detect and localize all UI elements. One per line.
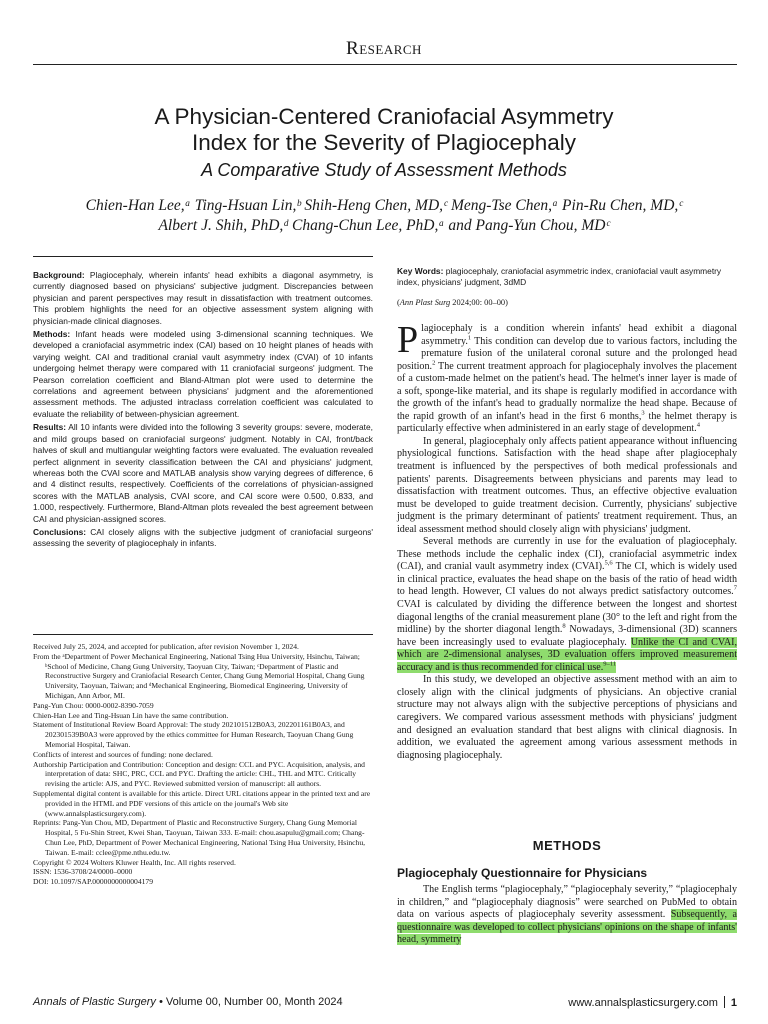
ref-sup: 1: [467, 334, 472, 342]
footnote-issn: ISSN: 1536-3708/24/0000–0000: [33, 867, 133, 877]
footer-website: www.annalsplasticsurgery.com: [568, 997, 718, 1009]
intro-p1-text-a: lagiocephaly is a condition wherein infants' head exhibit a diagonal asymmetry.: [421, 323, 737, 347]
ref-sup: 5,6: [604, 560, 613, 568]
abstract-conclusions-label: Conclusions:: [33, 526, 87, 537]
citation-details: 2024;00: 00–00): [450, 298, 508, 307]
methods-paragraph-1: [397, 884, 737, 947]
header-rule: [33, 64, 737, 65]
intro-p3-text-d: Nowadays, 3-dimensional (3D) scanners have been increasingly used to evaluate plagiocephaly.: [397, 624, 737, 648]
intro-p1-text-c: The current treatment approach for plagiocephaly involves the placement of a custom-made helmet on the patient's head. The helmet's inner layer is made of a soft, sponge-like material, and its shape is regularly modified in accordance with the growth of the infant's head to gradually normalize the head shape. Because of the rapid growth of an infant's head in the first 6 months,: [397, 360, 737, 422]
abstract-methods: [33, 329, 373, 420]
footnote-rule: [33, 634, 373, 635]
drop-cap: P: [397, 319, 419, 361]
abstract-background: [33, 270, 373, 327]
intro-paragraph-3: [397, 536, 737, 674]
footer-journal-info: [33, 996, 343, 1008]
abstract-results: [33, 422, 373, 525]
authors-line-2: Albert J. Shih, PhD,ᵈ Chang-Chun Lee, PhD,ᵃ and Pang-Yun Chou, MDᶜ: [158, 217, 610, 234]
abstract-methods-label: Methods:: [33, 329, 71, 340]
abstract-background-label: Background:: [33, 270, 85, 280]
footer-journal: Annals of Plastic Surgery: [33, 996, 156, 1008]
citation: (Ann Plast Surg 2024;00: 00–00): [397, 298, 508, 307]
abstract: [33, 270, 373, 552]
intro-paragraph-2: In general, plagiocephaly only affects patient appearance without influencing physiological functions. Satisfaction with the head shape after plagiocephaly treatment is influenced by the perspectives of both medical professionals and patients' parents. Disagreements between physicians and parents may lead to dissatisfaction with treatment outcomes. Thus, an effective objective evaluation must be developed to guide treatment decision. Currently, physicians' subjective judgment is the primary determinant of patients' treatment requirement. Thus, an ideal assessment method should closely align with physicians' judgment.: [397, 435, 737, 535]
intro-paragraph-4: In this study, we developed an objective assessment method with an aim to closely align with the clinical judgments of physicians. An objective cranial structure may not always align with the subjective perceptions of physicians and caregivers. We compared various assessment methods with physicians' judgment and designed an evaluation standard that best aligns with clinical diagnosis. In addition, we evaluated the agreement among various assessment methods in diagnosing plagiocephaly.: [397, 674, 737, 761]
methods-subheading: Plagiocephaly Questionnaire for Physicians: [397, 866, 648, 880]
keywords-label: Key Words:: [397, 266, 444, 276]
ref-sup: 2: [432, 359, 436, 367]
footnote-reprints: Reprints: Pang-Yun Chou, MD, Department of Plastic and Reconstructive Surgery, Chang Gung Memorial Hospital, 5 Fu-Shin Street, Kwei Shan, Taoyuan, Taiwan 333. E-mail: chou.asapulu@gmail.com; Chang-Chun Lee, PhD, Department of Power Mechanical Engineering, National Tsing Hua University, Hsinchu, Taiwan. E-mail: cclee@pme.nthu.edu.tw.: [33, 818, 366, 857]
intro-p3-text-c: CVAI is calculated by dividing the difference between the longest and shortest diagonal lengths of the cranial measurement plane (30° to the left and right from the midline) by the shorter diagonal length.: [397, 599, 737, 636]
page-number: 1: [730, 997, 737, 1009]
abstract-methods-text: Infant heads were modeled using 3-dimensional scanning techniques. We developed a craniofacial asymmetric index (CAI) based on 10 height planes of heads with varying weight. CAI and traditional cranial vault asymmetry index (CVAI) of 10 infants undergoing helmet therapy were compared with 11 craniofacial surgeons' judgment. The Pearson correlation coefficient and Bland-Altman plot were used to determine the correlations and agreement between physicians' judgment and the aforementioned assessment methods. The adjusted intraclass correlation coefficient was calculated to evaluate the reliability of between-physician agreement.: [33, 329, 373, 419]
methods-text: [397, 884, 737, 947]
footer-issue: Volume 00, Number 00, Month 2024: [165, 996, 343, 1008]
intro-p1-text-b: This condition can develop due to various factors, including the premature fusion of the unilateral coronal suture and the prolonged head position.: [397, 335, 737, 372]
section-label: Research: [346, 38, 422, 59]
footnote-irb: Statement of Institutional Review Board Approval: The study 202101512B0A3, 202201161B0A3, and 202301539B0A3 were approved by the ethics committee for Human Research, Taoyuan Chang Gung Memorial Hospital, Taiwan.: [33, 720, 354, 749]
article-subtitle: A Comparative Study of Assessment Methods: [201, 160, 567, 180]
abstract-results-label: Results:: [33, 422, 67, 433]
intro-p1-text-d: the helmet therapy is particularly effective when administered in an early stage of development.: [397, 410, 737, 435]
footnote-authorship: Authorship Participation and Contribution: Conception and design: CCL and PYC. Acquisition, analysis, and interpretation of data: SHC, PRC, CCL and PYC. Drafting the article: CHL, THL and MTC. Critically revising the article: AJS, and PYC. Reviewed submitted version of manuscript: all authors.: [33, 759, 365, 789]
footnote-received: Received July 25, 2024, and accepted for publication, after revision November 1, 2024.: [33, 642, 299, 651]
footnote-equal-contribution: Chien-Han Lee and Ting-Hsuan Lin have the same contribution.: [33, 710, 229, 720]
ref-sup: 3: [641, 409, 645, 417]
authors-line-1: Chien-Han Lee,ᵃ Ting-Hsuan Lin,ᵇ Shih-Heng Chen, MD,ᶜ Meng-Tse Chen,ᵃ Pin-Ru Chen, MD,ᶜ: [85, 197, 683, 214]
footer-right: [568, 996, 737, 1009]
title-line-1: A Physician-Centered Craniofacial Asymmetry: [154, 104, 614, 129]
abstract-results-text: All 10 infants were divided into the following 3 severity groups: severe, moderate, and mild groups based on craniofacial surgeons' judgment. Notably in CAI, front/back halves of skull and multiangular weighting factors were evaluated. The evaluation revealed perfect alignment in severity classification between the CAI and physicians' judgment, whereas both the CVAI score and MATLAB analysis show varying degrees of difference, 6 and 4 distinct results, respectively. Coefficients of the correlations of physician-assigned scores with the MATLAB analysis, CVAI score, and CAI score were 0.500, 0.833, and 1.000, respectively. Furthermore, Bland-Altman plots revealed the best agreement between CAI and physician-assigned scores.: [33, 422, 373, 524]
intro-paragraph-1: [397, 319, 737, 436]
highlighted-text: Subsequently, a questionnaire was developed to collect physicians' opinions on the shape of infants' head, symmetry: [397, 909, 737, 946]
footer-divider: [724, 996, 725, 1008]
methods-heading: METHODS: [532, 838, 602, 853]
ref-sup: 7: [733, 585, 737, 593]
footnote-conflicts: Conflicts of interest and sources of funding: none declared.: [33, 749, 213, 759]
footnote-copyright: Copyright © 2024 Wolters Kluwer Health, Inc. All rights reserved.: [33, 857, 236, 867]
author-list: [40, 196, 728, 236]
title-line-2: Index for the Severity of Plagiocephaly: [192, 130, 576, 155]
footnote-affiliations: From the ᵃDepartment of Power Mechanical Engineering, National Tsing Hua University, Hsinchu, Taiwan; ᵇSchool of Medicine, Chang Gung University, Taoyuan City, Taiwan; ᶜDepartment of Plastic and Reconstructive Surgery and Craniofacial Research Center, Chang Gung Memorial Hospital, Chang Gung University, Taoyuan, Taiwan; and ᵈMechanical Engineering, Biomedical Engineering, University of Michigan, Ann Arbor, MI.: [33, 651, 365, 700]
intro-p3-text-a: Several methods are currently in use for the evaluation of plagiocephaly. These methods include the cephalic index (CI), craniofacial asymmetric index (CAI), and cranial vault asymmetry index (CVAI).: [397, 536, 737, 573]
footnotes: [33, 642, 373, 887]
ref-sup: 4: [696, 422, 700, 430]
keywords: [397, 266, 737, 288]
abstract-top-rule: [33, 256, 373, 257]
intro-p3-text-b: The CI, which is widely used in clinical practice, evaluates the head shape on the basis of the ratio of head width to head length. However, CI values do not always predict satisfactory outcomes.: [397, 561, 737, 598]
introduction: [397, 319, 737, 762]
abstract-conclusions-text: CAI closely aligns with the subjective judgment of craniofacial surgeons' assessing the severity of plagiocephaly in infants.: [33, 526, 374, 549]
footer-bullet: •: [158, 996, 163, 1008]
keywords-text: plagiocephaly, craniofacial asymmetric index, craniofacial vault asymmetry index, physicians' judgment, 3dMD: [397, 266, 722, 287]
footnote-orcid: Pang-Yun Chou: 0000-0002-8390-7059: [33, 700, 154, 710]
intro-p3-highlight: Unlike the CI and CVAI, which are 2-dimensional analyses, 3D evaluation offers improved measurement accuracy and is thus recommended for clinical use.: [397, 636, 737, 673]
footnote-doi: DOI: 10.1097/SAP.0000000000004179: [33, 877, 154, 887]
footnote-supplemental: Supplemental digital content is available for this article. Direct URL citations appear in the printed text and are provided in the HTML and PDF versions of this article on the journal's Web site (www.annalsplasticsurgery.com).: [33, 788, 371, 818]
ref-sup: 9–11: [603, 660, 617, 668]
article-title: [70, 104, 698, 156]
ref-sup: 8: [562, 622, 566, 630]
methods-p1-text: The English terms “plagiocephaly,” “plagiocephaly severity,” “plagiocephaly in children,” and “plagiocephaly diagnosis” were searched on PubMed to obtain data on various aspects of plagiocephaly severity assessment.: [397, 884, 737, 921]
citation-journal: Ann Plast Surg: [399, 298, 451, 307]
abstract-conclusions: [33, 527, 373, 550]
abstract-background-text: Plagiocephaly, wherein infants' head exhibits a diagonal asymmetry, is currently diagnosed based on physicians' subjective judgment. Discrepancies between physician and parent perspectives may result in dissatisfaction with treatment outcomes. This problem highlights the need for an objective assessment system aligning with physician-made clinical diagnoses.: [33, 270, 374, 326]
